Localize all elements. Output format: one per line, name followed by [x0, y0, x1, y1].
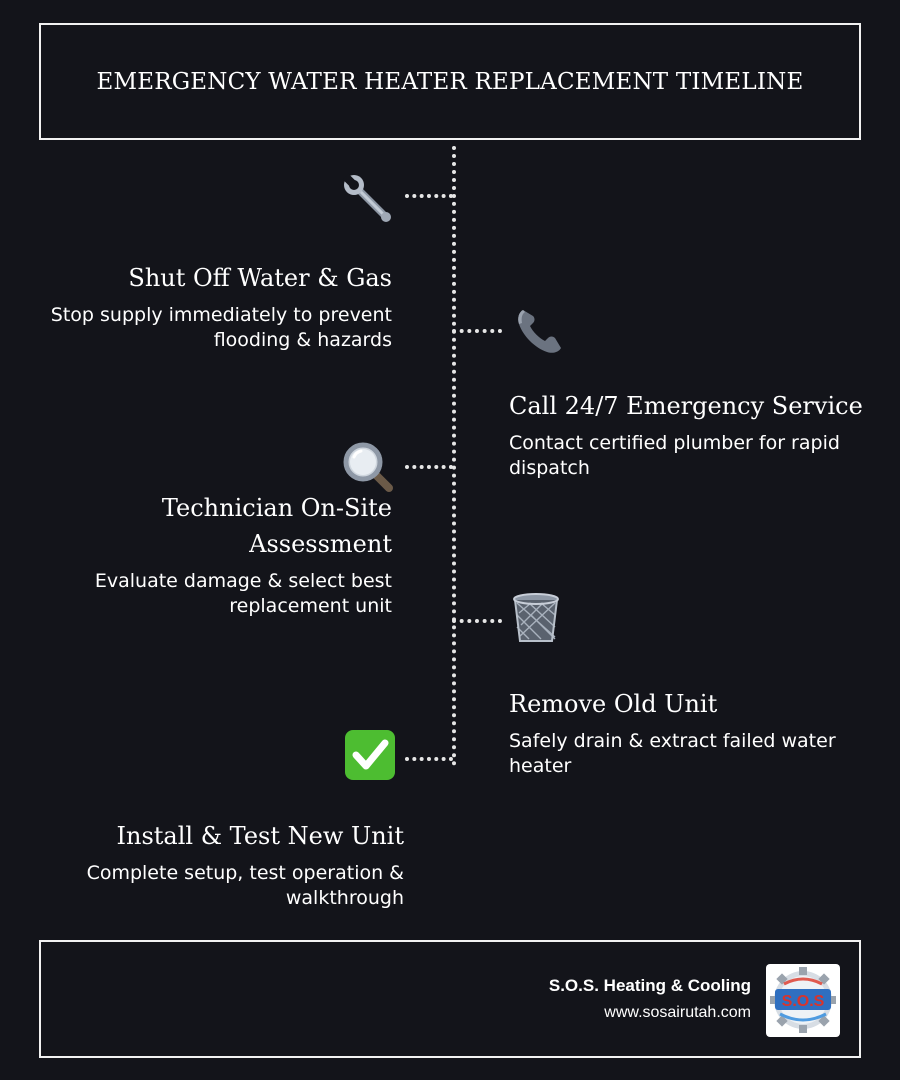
- step-title: Install & Test New Unit: [116, 822, 404, 850]
- footer: [39, 940, 861, 1058]
- connector-step-1: [405, 194, 453, 198]
- timeline-line: [452, 146, 456, 766]
- svg-text:S.O.S: S.O.S: [781, 993, 825, 1010]
- wastebasket-icon: [508, 590, 564, 646]
- wrench-icon: [340, 171, 396, 227]
- step-description: Safely drain & extract failed water heater: [509, 730, 836, 777]
- title-box: [39, 23, 861, 140]
- company-logo: [766, 964, 840, 1037]
- website-link[interactable]: www.sosairutah.com: [604, 1004, 751, 1021]
- magnifying-glass-icon: [340, 439, 396, 495]
- page-title: EMERGENCY WATER HEATER REPLACEMENT TIMELINE: [96, 68, 804, 95]
- step-title: Technician On-Site Assessment: [161, 494, 392, 558]
- timeline-step-5: [30, 818, 404, 911]
- timeline-step-1: [30, 260, 392, 353]
- check-mark-icon: [342, 727, 398, 783]
- step-title: Call 24/7 Emergency Service: [509, 392, 863, 420]
- step-title: Shut Off Water & Gas: [128, 264, 392, 292]
- connector-step-2: [452, 329, 502, 333]
- step-description: Stop supply immediately to prevent flooding & hazards: [50, 304, 392, 351]
- telephone-icon: [512, 303, 568, 359]
- connector-step-5: [405, 757, 453, 761]
- timeline-step-4: [509, 686, 869, 779]
- step-description: Complete setup, test operation & walkthrough: [86, 862, 404, 909]
- step-title: Remove Old Unit: [509, 690, 718, 718]
- brand-name: S.O.S. Heating & Cooling: [548, 976, 751, 995]
- timeline-step-3: [30, 490, 392, 619]
- connector-step-4: [452, 619, 502, 623]
- connector-step-3: [405, 465, 453, 469]
- step-description: Evaluate damage & select best replacement unit: [94, 570, 392, 617]
- step-description: Contact certified plumber for rapid dispatch: [509, 432, 840, 479]
- timeline-step-2: [509, 388, 869, 481]
